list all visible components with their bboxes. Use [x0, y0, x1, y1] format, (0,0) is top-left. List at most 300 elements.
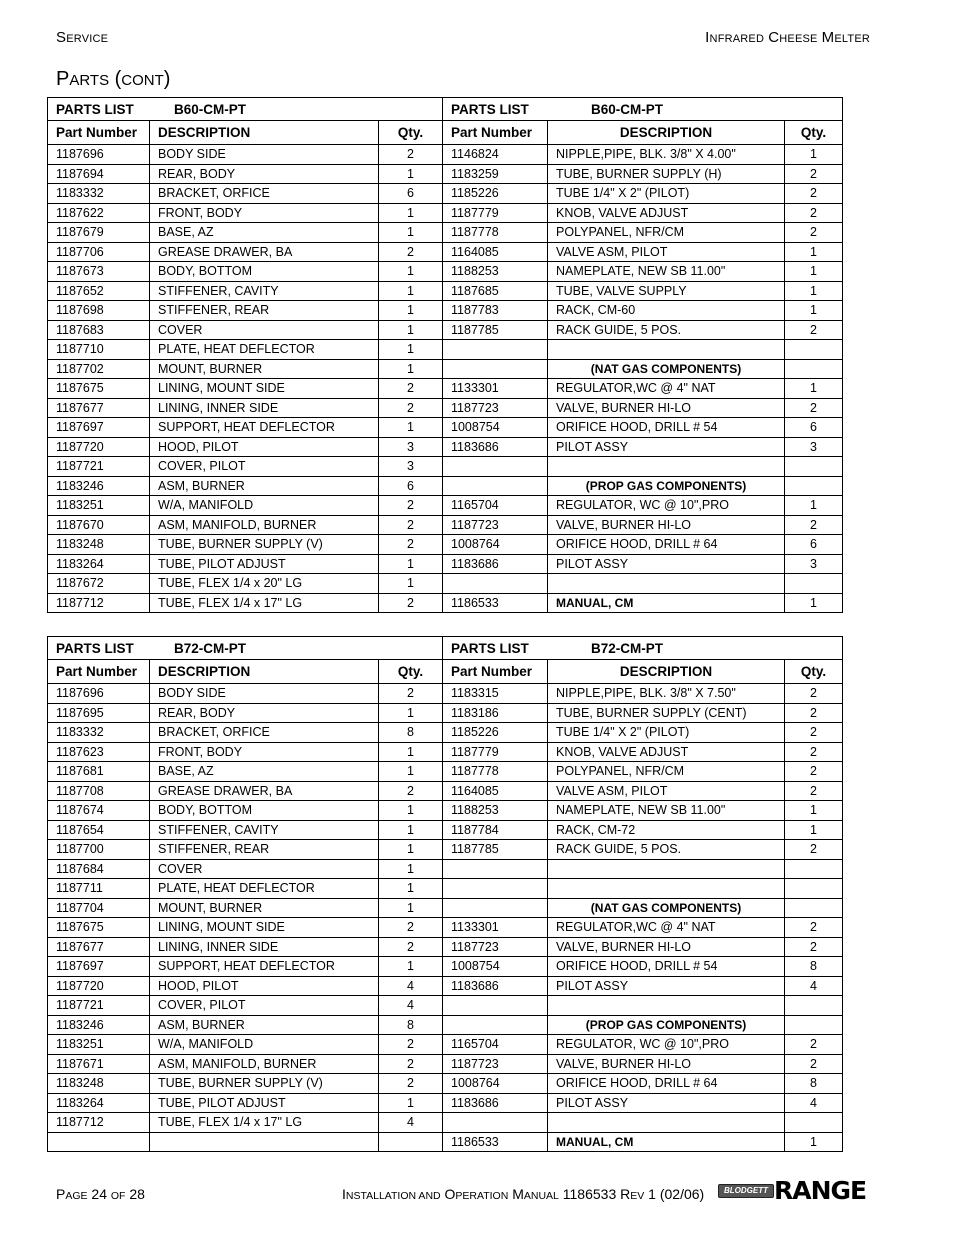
part-number-cell: 1186533 [443, 593, 548, 613]
qty-cell: 1 [379, 554, 443, 574]
part-number-cell [443, 879, 548, 899]
qty-cell: 2 [379, 937, 443, 957]
qty-cell: 1 [785, 1132, 843, 1152]
qty-cell: 2 [785, 164, 843, 184]
part-number-cell: 1183246 [48, 476, 150, 496]
part-number-cell: 1183332 [48, 723, 150, 743]
description-cell: VALVE ASM, PILOT [548, 781, 785, 801]
blodgett-logo-badge: BLODGETT [718, 1184, 774, 1198]
description-cell: PILOT ASSY [548, 437, 785, 457]
part-number-cell: 1165704 [443, 1035, 548, 1055]
qty-cell: 1 [785, 801, 843, 821]
part-number-cell: 1008754 [443, 957, 548, 977]
description-cell: TUBE, BURNER SUPPLY (V) [150, 535, 379, 555]
part-number-cell: 1187696 [48, 145, 150, 165]
description-cell: VALVE, BURNER HI-LO [548, 937, 785, 957]
parts-list-label: PARTS LIST [56, 101, 134, 117]
qty-cell: 1 [379, 1093, 443, 1113]
description-cell: SUPPORT, HEAT DEFLECTOR [150, 418, 379, 438]
description-cell: LINING, INNER SIDE [150, 937, 379, 957]
column-header: Part Number [443, 660, 548, 684]
qty-cell: 1 [785, 593, 843, 613]
qty-cell: 2 [379, 145, 443, 165]
description-cell: MOUNT, BURNER [150, 898, 379, 918]
part-number-cell: 1187779 [443, 203, 548, 223]
part-number-cell: 1187720 [48, 976, 150, 996]
description-cell: TUBE, VALVE SUPPLY [548, 281, 785, 301]
part-number-cell: 1187679 [48, 223, 150, 243]
part-number-cell: 1188253 [443, 262, 548, 282]
qty-cell [785, 476, 843, 496]
description-cell [548, 457, 785, 477]
table-row [48, 762, 843, 782]
parts-table-b72 [47, 636, 843, 1152]
manual-reference: INSTALLATION AND OPERATION MANUAL 1186533 REV 1 (02/06) [342, 1186, 705, 1202]
qty-cell: 1 [379, 801, 443, 821]
part-number-cell: 1187711 [48, 879, 150, 899]
part-number-cell: 1187674 [48, 801, 150, 821]
qty-cell: 2 [785, 937, 843, 957]
table-row [48, 879, 843, 899]
part-number-cell: 1146824 [443, 145, 548, 165]
table-row [48, 242, 843, 262]
table-row [48, 418, 843, 438]
description-cell: TUBE 1/4" X 2" (PILOT) [548, 723, 785, 743]
part-number-cell: 1187778 [443, 223, 548, 243]
part-number-cell: 1183686 [443, 554, 548, 574]
qty-cell: 2 [379, 515, 443, 535]
table-row [48, 859, 843, 879]
description-cell: NIPPLE,PIPE, BLK. 3/8" X 7.50" [548, 684, 785, 704]
description-cell: SUPPORT, HEAT DEFLECTOR [150, 957, 379, 977]
part-number-cell [443, 574, 548, 594]
section-heading-cell: (PROP GAS COMPONENTS) [548, 476, 785, 496]
description-cell: LINING, INNER SIDE [150, 398, 379, 418]
qty-cell [785, 1113, 843, 1133]
qty-cell: 1 [379, 203, 443, 223]
qty-cell: 2 [785, 1035, 843, 1055]
table-row [48, 781, 843, 801]
table-row [48, 1132, 843, 1152]
parts-table-b60 [47, 97, 843, 613]
part-number-cell: 1187683 [48, 320, 150, 340]
qty-cell [785, 1015, 843, 1035]
part-number-cell: 1187677 [48, 937, 150, 957]
description-cell: GREASE DRAWER, BA [150, 242, 379, 262]
qty-cell: 3 [379, 457, 443, 477]
part-number-cell: 1187720 [48, 437, 150, 457]
qty-cell: 2 [785, 398, 843, 418]
part-number-cell [443, 340, 548, 360]
part-number-cell: 1133301 [443, 379, 548, 399]
part-number-cell: 1183332 [48, 184, 150, 204]
description-cell: TUBE, FLEX 1/4 x 20" LG [150, 574, 379, 594]
part-number-cell: 1187783 [443, 301, 548, 321]
description-cell [548, 859, 785, 879]
description-cell: HOOD, PILOT [150, 437, 379, 457]
description-cell: TUBE 1/4" X 2" (PILOT) [548, 184, 785, 204]
part-number-cell: 1187723 [443, 937, 548, 957]
part-number-cell: 1183186 [443, 703, 548, 723]
qty-cell: 2 [785, 723, 843, 743]
column-header-row [48, 660, 843, 684]
description-cell: TUBE, FLEX 1/4 x 17" LG [150, 593, 379, 613]
part-number-cell: 1187785 [443, 840, 548, 860]
header-section-label: SERVICE [56, 29, 109, 46]
part-number-cell: 1187675 [48, 379, 150, 399]
description-cell: BASE, AZ [150, 762, 379, 782]
description-cell: BODY, BOTTOM [150, 801, 379, 821]
description-cell: BODY, BOTTOM [150, 262, 379, 282]
table-row [48, 918, 843, 938]
description-cell: PLATE, HEAT DEFLECTOR [150, 879, 379, 899]
column-header: Qty. [379, 660, 443, 684]
table-row [48, 1015, 843, 1035]
column-header: Part Number [48, 121, 150, 145]
table-row [48, 437, 843, 457]
range-logo-text: RANGE [774, 1176, 867, 1205]
part-number-cell [48, 1132, 150, 1152]
part-number-cell: 1183251 [48, 496, 150, 516]
part-number-cell: 1187708 [48, 781, 150, 801]
description-cell [548, 340, 785, 360]
part-number-cell: 1187684 [48, 859, 150, 879]
part-number-cell: 1187723 [443, 1054, 548, 1074]
description-cell: REGULATOR,WC @ 4" NAT [548, 918, 785, 938]
qty-cell: 6 [379, 184, 443, 204]
description-cell: VALVE, BURNER HI-LO [548, 398, 785, 418]
part-number-cell: 1187779 [443, 742, 548, 762]
qty-cell: 1 [379, 320, 443, 340]
qty-cell: 1 [379, 281, 443, 301]
table-row [48, 996, 843, 1016]
header-product-title: INFRARED CHEESE MELTER [705, 29, 870, 46]
part-number-cell [443, 457, 548, 477]
qty-cell: 6 [379, 476, 443, 496]
description-cell [150, 1132, 379, 1152]
part-number-cell: 1187723 [443, 515, 548, 535]
qty-cell: 1 [379, 820, 443, 840]
description-cell: POLYPANEL, NFR/CM [548, 223, 785, 243]
column-header: DESCRIPTION [548, 660, 785, 684]
description-cell: STIFFENER, REAR [150, 840, 379, 860]
qty-cell: 1 [379, 301, 443, 321]
description-cell: REGULATOR, WC @ 10",PRO [548, 496, 785, 516]
qty-cell: 2 [379, 398, 443, 418]
description-cell: PLATE, HEAT DEFLECTOR [150, 340, 379, 360]
description-cell: BRACKET, ORFICE [150, 184, 379, 204]
parts-list-label: PARTS LIST [451, 101, 529, 117]
part-number-cell: 1008764 [443, 1074, 548, 1094]
page-number: PAGE 24 OF 28 [56, 1186, 145, 1202]
qty-cell: 1 [379, 840, 443, 860]
qty-cell: 1 [785, 145, 843, 165]
qty-cell: 1 [379, 898, 443, 918]
description-cell: FRONT, BODY [150, 742, 379, 762]
description-cell: LINING, MOUNT SIDE [150, 918, 379, 938]
part-number-cell [443, 1015, 548, 1035]
qty-cell: 2 [785, 515, 843, 535]
qty-cell: 2 [379, 1074, 443, 1094]
description-cell: KNOB, VALVE ADJUST [548, 742, 785, 762]
qty-cell: 2 [785, 762, 843, 782]
description-cell: FRONT, BODY [150, 203, 379, 223]
qty-cell: 1 [785, 242, 843, 262]
table-row [48, 184, 843, 204]
qty-cell: 1 [785, 379, 843, 399]
description-cell: BASE, AZ [150, 223, 379, 243]
qty-cell: 2 [785, 742, 843, 762]
description-cell: ASM, MANIFOLD, BURNER [150, 1054, 379, 1074]
parts-list-title-row [48, 98, 843, 121]
description-cell: NAMEPLATE, NEW SB 11.00" [548, 801, 785, 821]
description-cell: NAMEPLATE, NEW SB 11.00" [548, 262, 785, 282]
qty-cell: 1 [379, 340, 443, 360]
parts-list-label: PARTS LIST [451, 640, 529, 656]
table-row [48, 840, 843, 860]
column-header: Qty. [379, 121, 443, 145]
qty-cell: 3 [379, 437, 443, 457]
qty-cell: 4 [379, 996, 443, 1016]
qty-cell: 4 [379, 976, 443, 996]
qty-cell: 4 [785, 976, 843, 996]
part-number-cell: 1187695 [48, 703, 150, 723]
table-row [48, 359, 843, 379]
part-number-cell [443, 476, 548, 496]
qty-cell [785, 574, 843, 594]
description-cell: PILOT ASSY [548, 1093, 785, 1113]
qty-cell: 1 [785, 301, 843, 321]
qty-cell: 2 [785, 223, 843, 243]
description-cell: POLYPANEL, NFR/CM [548, 762, 785, 782]
table-row [48, 145, 843, 165]
table-row [48, 496, 843, 516]
description-cell [548, 879, 785, 899]
description-cell: TUBE, PILOT ADJUST [150, 554, 379, 574]
part-number-cell: 1187721 [48, 996, 150, 1016]
table-row [48, 340, 843, 360]
page-title: PARTS (CONT) [56, 68, 171, 90]
part-number-cell: 1183686 [443, 437, 548, 457]
qty-cell: 1 [379, 879, 443, 899]
qty-cell: 4 [379, 1113, 443, 1133]
description-cell: ORIFICE HOOD, DRILL # 64 [548, 535, 785, 555]
description-cell: ORIFICE HOOD, DRILL # 54 [548, 957, 785, 977]
description-cell: REAR, BODY [150, 703, 379, 723]
description-cell: MANUAL, CM [548, 593, 785, 613]
description-cell: REGULATOR,WC @ 4" NAT [548, 379, 785, 399]
qty-cell: 1 [379, 418, 443, 438]
parts-list-title-right [443, 637, 843, 660]
parts-list-title-left [48, 637, 443, 660]
table-row [48, 957, 843, 977]
qty-cell: 8 [785, 1074, 843, 1094]
part-number-cell: 1183246 [48, 1015, 150, 1035]
description-cell: ORIFICE HOOD, DRILL # 64 [548, 1074, 785, 1094]
description-cell: STIFFENER, CAVITY [150, 281, 379, 301]
part-number-cell: 1187697 [48, 957, 150, 977]
description-cell: VALVE, BURNER HI-LO [548, 515, 785, 535]
qty-cell: 1 [379, 262, 443, 282]
section-heading-cell: (NAT GAS COMPONENTS) [548, 359, 785, 379]
qty-cell: 1 [379, 164, 443, 184]
column-header: DESCRIPTION [548, 121, 785, 145]
qty-cell: 2 [379, 1035, 443, 1055]
description-cell: PILOT ASSY [548, 976, 785, 996]
qty-cell [785, 457, 843, 477]
description-cell: TUBE, BURNER SUPPLY (H) [548, 164, 785, 184]
qty-cell: 1 [785, 281, 843, 301]
qty-cell [785, 879, 843, 899]
qty-cell [785, 359, 843, 379]
parts-list-label: PARTS LIST [56, 640, 134, 656]
qty-cell: 2 [785, 703, 843, 723]
part-number-cell: 1183686 [443, 1093, 548, 1113]
part-number-cell: 1187677 [48, 398, 150, 418]
table-row [48, 1054, 843, 1074]
qty-cell: 3 [785, 554, 843, 574]
part-number-cell: 1187694 [48, 164, 150, 184]
table-row [48, 898, 843, 918]
table-row [48, 379, 843, 399]
description-cell: ASM, MANIFOLD, BURNER [150, 515, 379, 535]
part-number-cell: 1187675 [48, 918, 150, 938]
column-header: DESCRIPTION [150, 660, 379, 684]
parts-list-name: B72-CM-PT [591, 640, 664, 656]
qty-cell: 1 [785, 820, 843, 840]
description-cell: STIFFENER, REAR [150, 301, 379, 321]
part-number-cell: 1187712 [48, 593, 150, 613]
part-number-cell: 1187700 [48, 840, 150, 860]
part-number-cell: 1187681 [48, 762, 150, 782]
table-row [48, 164, 843, 184]
qty-cell: 6 [785, 535, 843, 555]
table-row [48, 398, 843, 418]
part-number-cell [443, 859, 548, 879]
qty-cell: 8 [379, 723, 443, 743]
description-cell: ASM, BURNER [150, 476, 379, 496]
qty-cell: 2 [785, 684, 843, 704]
qty-cell: 3 [785, 437, 843, 457]
qty-cell: 1 [785, 262, 843, 282]
part-number-cell: 1164085 [443, 242, 548, 262]
description-cell: RACK, CM-60 [548, 301, 785, 321]
qty-cell: 4 [785, 1093, 843, 1113]
part-number-cell: 1187778 [443, 762, 548, 782]
qty-cell: 2 [785, 320, 843, 340]
qty-cell [785, 340, 843, 360]
part-number-cell [443, 359, 548, 379]
part-number-cell: 1183259 [443, 164, 548, 184]
description-cell: REAR, BODY [150, 164, 379, 184]
description-cell: COVER, PILOT [150, 996, 379, 1016]
part-number-cell: 1183315 [443, 684, 548, 704]
blodgett-range-logo [718, 1176, 867, 1205]
column-header: Part Number [48, 660, 150, 684]
column-header: DESCRIPTION [150, 121, 379, 145]
part-number-cell: 1183264 [48, 554, 150, 574]
qty-cell: 2 [379, 535, 443, 555]
table-row [48, 574, 843, 594]
table-row [48, 801, 843, 821]
description-cell: COVER [150, 320, 379, 340]
column-header: Qty. [785, 121, 843, 145]
part-number-cell: 1187710 [48, 340, 150, 360]
part-number-cell: 1183264 [48, 1093, 150, 1113]
description-cell: STIFFENER, CAVITY [150, 820, 379, 840]
parts-list-name: B60-CM-PT [591, 101, 664, 117]
column-header-row [48, 121, 843, 145]
table-row [48, 684, 843, 704]
table-row [48, 742, 843, 762]
part-number-cell: 1187723 [443, 398, 548, 418]
qty-cell: 2 [785, 918, 843, 938]
part-number-cell: 1187685 [443, 281, 548, 301]
description-cell: COVER, PILOT [150, 457, 379, 477]
part-number-cell: 1133301 [443, 918, 548, 938]
description-cell: GREASE DRAWER, BA [150, 781, 379, 801]
qty-cell [379, 1132, 443, 1152]
part-number-cell: 1185226 [443, 723, 548, 743]
parts-list-name: B60-CM-PT [174, 101, 247, 117]
table-row [48, 723, 843, 743]
description-cell: RACK, CM-72 [548, 820, 785, 840]
part-number-cell: 1187623 [48, 742, 150, 762]
qty-cell [785, 996, 843, 1016]
part-number-cell: 1187671 [48, 1054, 150, 1074]
part-number-cell: 1008764 [443, 535, 548, 555]
part-number-cell: 1187704 [48, 898, 150, 918]
qty-cell: 8 [785, 957, 843, 977]
qty-cell: 2 [785, 184, 843, 204]
part-number-cell: 1187697 [48, 418, 150, 438]
part-number-cell: 1187652 [48, 281, 150, 301]
description-cell: TUBE, FLEX 1/4 x 17" LG [150, 1113, 379, 1133]
qty-cell: 1 [379, 742, 443, 762]
qty-cell: 1 [379, 574, 443, 594]
qty-cell: 1 [379, 957, 443, 977]
part-number-cell [443, 1113, 548, 1133]
part-number-cell: 1187785 [443, 320, 548, 340]
part-number-cell: 1187696 [48, 684, 150, 704]
description-cell: KNOB, VALVE ADJUST [548, 203, 785, 223]
qty-cell: 2 [785, 1054, 843, 1074]
part-number-cell: 1164085 [443, 781, 548, 801]
qty-cell: 2 [379, 593, 443, 613]
qty-cell: 2 [379, 781, 443, 801]
qty-cell: 2 [379, 1054, 443, 1074]
description-cell: VALVE ASM, PILOT [548, 242, 785, 262]
table-row [48, 554, 843, 574]
description-cell: BRACKET, ORFICE [150, 723, 379, 743]
description-cell [548, 996, 785, 1016]
parts-list-title-right [443, 98, 843, 121]
description-cell: MANUAL, CM [548, 1132, 785, 1152]
qty-cell: 2 [379, 379, 443, 399]
table-row [48, 1093, 843, 1113]
qty-cell: 6 [785, 418, 843, 438]
description-cell: RACK GUIDE, 5 POS. [548, 840, 785, 860]
part-number-cell: 1183251 [48, 1035, 150, 1055]
description-cell: BODY SIDE [150, 684, 379, 704]
description-cell: NIPPLE,PIPE, BLK. 3/8" X 4.00" [548, 145, 785, 165]
part-number-cell: 1187712 [48, 1113, 150, 1133]
description-cell [548, 574, 785, 594]
description-cell: VALVE, BURNER HI-LO [548, 1054, 785, 1074]
qty-cell: 2 [379, 684, 443, 704]
qty-cell [785, 898, 843, 918]
parts-list-title-left [48, 98, 443, 121]
